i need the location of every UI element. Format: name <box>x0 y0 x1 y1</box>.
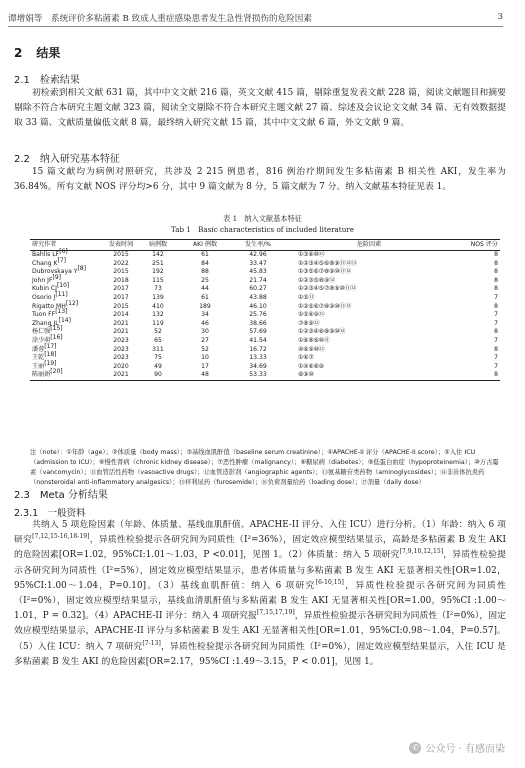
cell-cases: 49 <box>154 362 162 370</box>
cell-cases: 251 <box>152 259 164 267</box>
meta-text-b: ，异质性检验提示各研究间为同质性（I²=36%），固定效应模型结果显示，高龄是多粘菌素 B 发生 AKI 的危险因素[OR=1.02，95%CI:1.01～1.03，P <0.01]，见图 1。（2）体质量：纳入 5 项研究 <box>14 535 506 561</box>
meta-text-f: ，异质性检验提示各研究间为同质性（I²=0%），固定效应模型结果显示，入住 ICU 是多粘菌素 B 发生 AKI 的危险因素[OR=2.17，95%CI :1.49～3.15，P < 0.01]，见图 1。 <box>14 641 506 667</box>
citation: [6-10,15] <box>315 578 344 586</box>
cell-year: 2021 <box>113 328 129 336</box>
citation: [11] <box>55 290 68 298</box>
table-row <box>30 320 500 329</box>
cell-factors: ①③⑥⑩⑫ <box>298 251 325 258</box>
table-row <box>30 346 500 355</box>
citation: [14] <box>58 316 71 324</box>
cell-factors: ①②③④⑤⑦⑧⑨⑩⑪⑫ <box>298 285 357 293</box>
col-factors: 危险因素 <box>284 240 454 251</box>
citation: [13] <box>55 308 68 316</box>
meta-text-a: 共纳入 5 项危险因素（年龄、体质量、基线血肌酐值、APACHE-II 评分、入住 ICU）进行分析。（1）年龄：纳入 6 项研究 <box>14 520 506 546</box>
author-name: Chang K <box>32 259 58 267</box>
cell-rate: 38.66 <box>249 319 267 327</box>
cell-nos: 7 <box>494 311 498 319</box>
table-row <box>30 354 500 363</box>
cell-nos: 8 <box>494 259 498 267</box>
cell-year: 2021 <box>113 371 129 379</box>
cell-year: 2017 <box>113 285 129 293</box>
table-note: 注（note）：①年龄（age）；②体质量（body mass）；③基线血肌酐值（baseline serum creatinine）；④APACHE-II 评分（APACHE-II score）；⑤入住 ICU（admission to ICU）；⑥慢性肾病（chronic kidney disease）；⑦恶性肿瘤（malignancy）；⑧糖尿病（diabetes）；⑨低蛋白血症（hypoproteinemia）；⑩万古霉素（vancomycin）；⑪血管活性药物（vasoactive drugs）；⑫血管造影剂（angiographic agents）；⑬氨基糖苷类药物（aminoglycosides）；⑭非甾体抗炎药（nonsteroidal anti-inflammatory analgesics）；⑮袢利尿药（furosemide）；⑯负荷剂量给药（loading dose）；⑰剂量（daily dose） <box>30 449 499 486</box>
citation: [7,15,17,19] <box>257 609 295 617</box>
citation: [10] <box>56 282 70 290</box>
cell-aki: 88 <box>201 268 209 276</box>
heading-2-3: 2.3 Meta 分析结果 <box>14 490 108 501</box>
table-body <box>30 247 500 381</box>
author-name: Dubrovskaya Y <box>32 268 78 276</box>
author-name: 潘蓉 <box>32 345 45 353</box>
watermark <box>409 740 505 755</box>
cell-year: 2017 <box>113 293 129 301</box>
cell-rate: 34.69 <box>249 362 267 370</box>
citation: [12] <box>65 299 79 307</box>
cell-rate: 13.33 <box>249 354 267 362</box>
cell-rate: 45.83 <box>249 268 267 276</box>
table-header-row <box>30 240 500 251</box>
cell-cases: 73 <box>154 285 162 293</box>
author-name: 陈丽娟 <box>32 371 51 379</box>
cell-rate: 53.33 <box>249 371 267 379</box>
cell-nos: 8 <box>494 345 498 353</box>
col-aki: AKI 例数 <box>178 240 232 251</box>
col-rate: 发生率/% <box>232 240 284 251</box>
cell-rate: 25.76 <box>249 311 267 319</box>
section-heading-results <box>14 44 60 61</box>
citation: [16] <box>50 333 63 341</box>
table-row <box>30 285 500 294</box>
citation: [19] <box>44 359 57 367</box>
cell-factors: ①⑥⑧⑨⑩⑪ <box>298 336 330 344</box>
watermark-text: 公众号 · 有感而染 <box>425 744 505 755</box>
cell-author <box>30 256 104 269</box>
citation: [7-13] <box>142 639 161 647</box>
cell-year: 2015 <box>113 302 129 310</box>
cell-year: 2023 <box>113 345 129 353</box>
cell-year: 2018 <box>113 276 129 284</box>
cell-author <box>30 333 104 346</box>
cell-nos: 8 <box>494 276 498 284</box>
cell-aki: 48 <box>201 371 209 379</box>
cell-factors: ⑥⑨⑩ <box>298 371 314 379</box>
cell-aki: 61 <box>201 293 209 301</box>
cell-author <box>30 325 104 337</box>
meta-text-c: ，异质性检验提示各研究间为同质性（I²=5%），固定效应模型结果显示，患者体质量与多粘菌素 B 发生 AKI 无显著相关性[OR=1.02，95%CI:1.00～1.04，P=0.10]。（3）基线血肌酐值：纳入 6 项研究 <box>14 550 506 591</box>
cell-aki: 34 <box>201 311 209 319</box>
cell-aki: 44 <box>201 285 209 293</box>
cell-nos: 8 <box>494 302 498 310</box>
heading-2-3-1: 2.3.1 一般资料 <box>14 508 86 519</box>
cell-rate: 60.27 <box>249 285 267 293</box>
cell-rate: 46.10 <box>249 302 267 310</box>
table-caption-cn: 表 1 纳入文献基本特征 <box>223 214 302 223</box>
cell-cases: 115 <box>152 276 164 284</box>
cell-nos: 7 <box>494 293 498 301</box>
author-name: Bahlis LF <box>32 251 60 258</box>
cell-factors: ①⑥⑦ <box>298 354 314 362</box>
cell-year: 2015 <box>113 251 129 258</box>
author-name: 杨仁强 <box>32 328 51 336</box>
citation: [8] <box>77 265 86 273</box>
cell-cases: 142 <box>152 251 164 258</box>
cell-aki: 46 <box>201 319 209 327</box>
col-nos: NOS 评分 <box>454 240 500 251</box>
citation: [6] <box>59 247 68 255</box>
table-row <box>30 268 500 277</box>
cell-cases: 311 <box>152 345 164 353</box>
cell-aki: 84 <box>201 259 209 267</box>
cell-author <box>30 342 104 355</box>
cell-rate: 16.72 <box>249 345 267 353</box>
meta-text-d: ，异质性检验提示各研究间为同质性（I²=0%），固定效应模型结果显示，基线血清肌酐值与多粘菌素 B 发生 AKI 无显著相关性[OR=1.00，95%CI :1.00～1.01，P = 0.32]。（4）APACHE-II 评分：纳入 4 项研究报 <box>14 580 506 622</box>
citation: [20] <box>50 368 63 376</box>
citation: [7,9,10,12,15] <box>399 548 444 556</box>
author-name: Kubin CJ <box>32 285 57 293</box>
cell-year: 2021 <box>113 319 129 327</box>
table-row <box>30 328 500 337</box>
cell-nos: 8 <box>494 285 498 293</box>
col-author: 研究作者 <box>30 240 104 251</box>
cell-rate: 33.47 <box>249 259 267 267</box>
citation: [15] <box>50 325 63 333</box>
cell-factors: ①②⑤⑥⑦⑧⑨⑩⑪⑫ <box>298 302 351 310</box>
cell-rate: 57.69 <box>249 328 267 336</box>
cell-cases: 75 <box>154 354 162 362</box>
cell-factors: ⑦⑧⑨⑫ <box>298 319 320 327</box>
citation: [17] <box>44 342 57 350</box>
author-name: Zhang JL <box>32 319 59 327</box>
cell-aki: 30 <box>201 328 209 336</box>
running-header <box>8 12 503 27</box>
section-number: 2 <box>14 46 23 60</box>
cell-factors: ①②③④⑤⑥⑧⑨⑪⑫⑬ <box>298 259 357 267</box>
table-row <box>30 251 500 260</box>
author-name: Rigatto MH <box>32 302 66 310</box>
cell-factors: ①⑤⑪ <box>298 293 315 301</box>
cell-cases: 410 <box>152 302 164 310</box>
author-name: Osorio J <box>32 293 56 301</box>
cell-nos: 8 <box>494 371 498 379</box>
cell-nos: 8 <box>494 268 498 276</box>
cell-aki: 17 <box>201 362 209 370</box>
cell-cases: 132 <box>152 311 164 319</box>
characteristics-table <box>30 239 500 381</box>
cell-year: 2023 <box>113 336 129 344</box>
cell-cases: 139 <box>152 293 164 301</box>
cell-factors: ①⑤⑥⑨⑫ <box>298 311 325 319</box>
heading-2-2: 2.2 纳入研究基本特征 <box>14 154 120 165</box>
cell-aki: 61 <box>201 251 209 258</box>
cell-year: 2014 <box>113 311 129 319</box>
author-name: 王乾 <box>32 354 45 362</box>
author-name: Tuon FF <box>32 311 56 319</box>
cell-factors: ①④⑥⑧⑨ <box>298 362 324 370</box>
table-caption-en: Tab 1 Basic characteristics of included literature <box>170 225 355 234</box>
cell-aki: 27 <box>201 336 209 344</box>
author-name: 涂少萌 <box>32 336 51 344</box>
cell-year: 2023 <box>113 354 129 362</box>
paragraph-search-results: 初检索到相关文献 631 篇，其中中文文献 216 篇，英文文献 415 篇，剔除重复发表文献 228 篇，阅读文献题目和摘要剔除不符合本研究主题文献 323 篇，阅读全文剔除不符合本研究主题文献 27 篇、综述及会议论文文献 34 篇、无有效数据提取 33 篇、文献质量偏低文献 8 篇，最终纳入研究文献 15 篇，其中中文文献 6 篇，外文文献 9 篇。 <box>14 88 506 129</box>
cell-factors: ①②③④⑥⑧⑨⑩⑫ <box>298 328 346 336</box>
paragraph-study-characteristics: 15 篇文献均为病例对照研究，共涉及 2 215 例患者，816 例治疗期间发生多粘菌素 B 相关性 AKI，发生率为 36.84%。所有文献 NOS 评分均>6 分，其中 9 篇文献为 8 分，5 篇文献为 7 分。纳入文献基本特征见表 1。 <box>14 167 506 193</box>
cell-factors: ①②③⑤⑧⑨⑫ <box>298 276 335 284</box>
cell-cases: 52 <box>154 328 162 336</box>
cell-cases: 90 <box>154 371 162 379</box>
table-row <box>30 294 500 303</box>
paragraph-meta-analysis <box>14 518 506 670</box>
running-header-title: 谭增娟等 系统评价多粘菌素 B 致成人重症感染患者发生急性肾损伤的危险因素 <box>8 14 312 24</box>
citation: [7,12,15-16,18-19] <box>32 533 90 541</box>
cell-cases: 192 <box>152 268 164 276</box>
heading-2-1: 2.1 检索结果 <box>14 75 80 86</box>
cell-cases: 65 <box>154 336 162 344</box>
cell-nos: 7 <box>494 362 498 370</box>
cell-aki: 52 <box>201 345 209 353</box>
table-row <box>30 311 500 320</box>
author-name: 王丽 <box>32 362 45 370</box>
cell-aki: 10 <box>201 354 209 362</box>
citation: [7] <box>57 256 67 264</box>
cell-rate: 42.96 <box>249 251 267 258</box>
cell-year: 2020 <box>113 362 129 370</box>
cell-nos: 8 <box>494 251 498 258</box>
page-number: 3 <box>497 12 503 22</box>
cell-author <box>30 368 104 380</box>
cell-rate: 41.54 <box>249 336 267 344</box>
cell-nos: 8 <box>494 328 498 336</box>
section-title: 结果 <box>36 46 61 60</box>
table-row <box>30 303 500 312</box>
cell-cases: 119 <box>152 319 164 327</box>
cell-nos: 7 <box>494 319 498 327</box>
cell-factors: ④⑥⑨⑩⑫ <box>298 345 325 353</box>
col-year: 发表时间 <box>104 240 138 251</box>
table-row <box>30 277 500 286</box>
table-row <box>30 371 500 380</box>
cell-aki: 189 <box>199 302 211 310</box>
cell-year: 2022 <box>113 259 129 267</box>
cell-author <box>30 247 104 260</box>
cell-nos: 7 <box>494 354 498 362</box>
meta-text-e: ，异质性检验提示各研究间为同质性（I²=0%），固定效应模型结果显示，APACHE-II 评分与多粘菌素 B 发生 AKI 无显著相关性[OR=1.01，95%CI:0.98～1.04，P=0.57]。（5）入住 ICU：纳入 7 项研究 <box>14 611 506 652</box>
cell-author <box>30 351 104 363</box>
col-cases: 病例数 <box>138 240 178 251</box>
cell-author <box>30 265 104 277</box>
table-row <box>30 260 500 269</box>
cell-year: 2015 <box>113 268 129 276</box>
table-row <box>30 363 500 372</box>
author-name: John JF <box>32 276 53 284</box>
cell-nos: 7 <box>494 336 498 344</box>
cell-rate: 43.88 <box>249 293 267 301</box>
citation: [9] <box>52 273 61 281</box>
cell-aki: 25 <box>201 276 209 284</box>
table-row <box>30 337 500 346</box>
cell-rate: 21.74 <box>249 276 267 284</box>
wechat-icon: ✆ <box>409 742 421 754</box>
citation: [18] <box>44 351 57 359</box>
cell-factors: ①③⑤⑥⑦⑧⑨⑩⑪⑫ <box>298 268 351 276</box>
